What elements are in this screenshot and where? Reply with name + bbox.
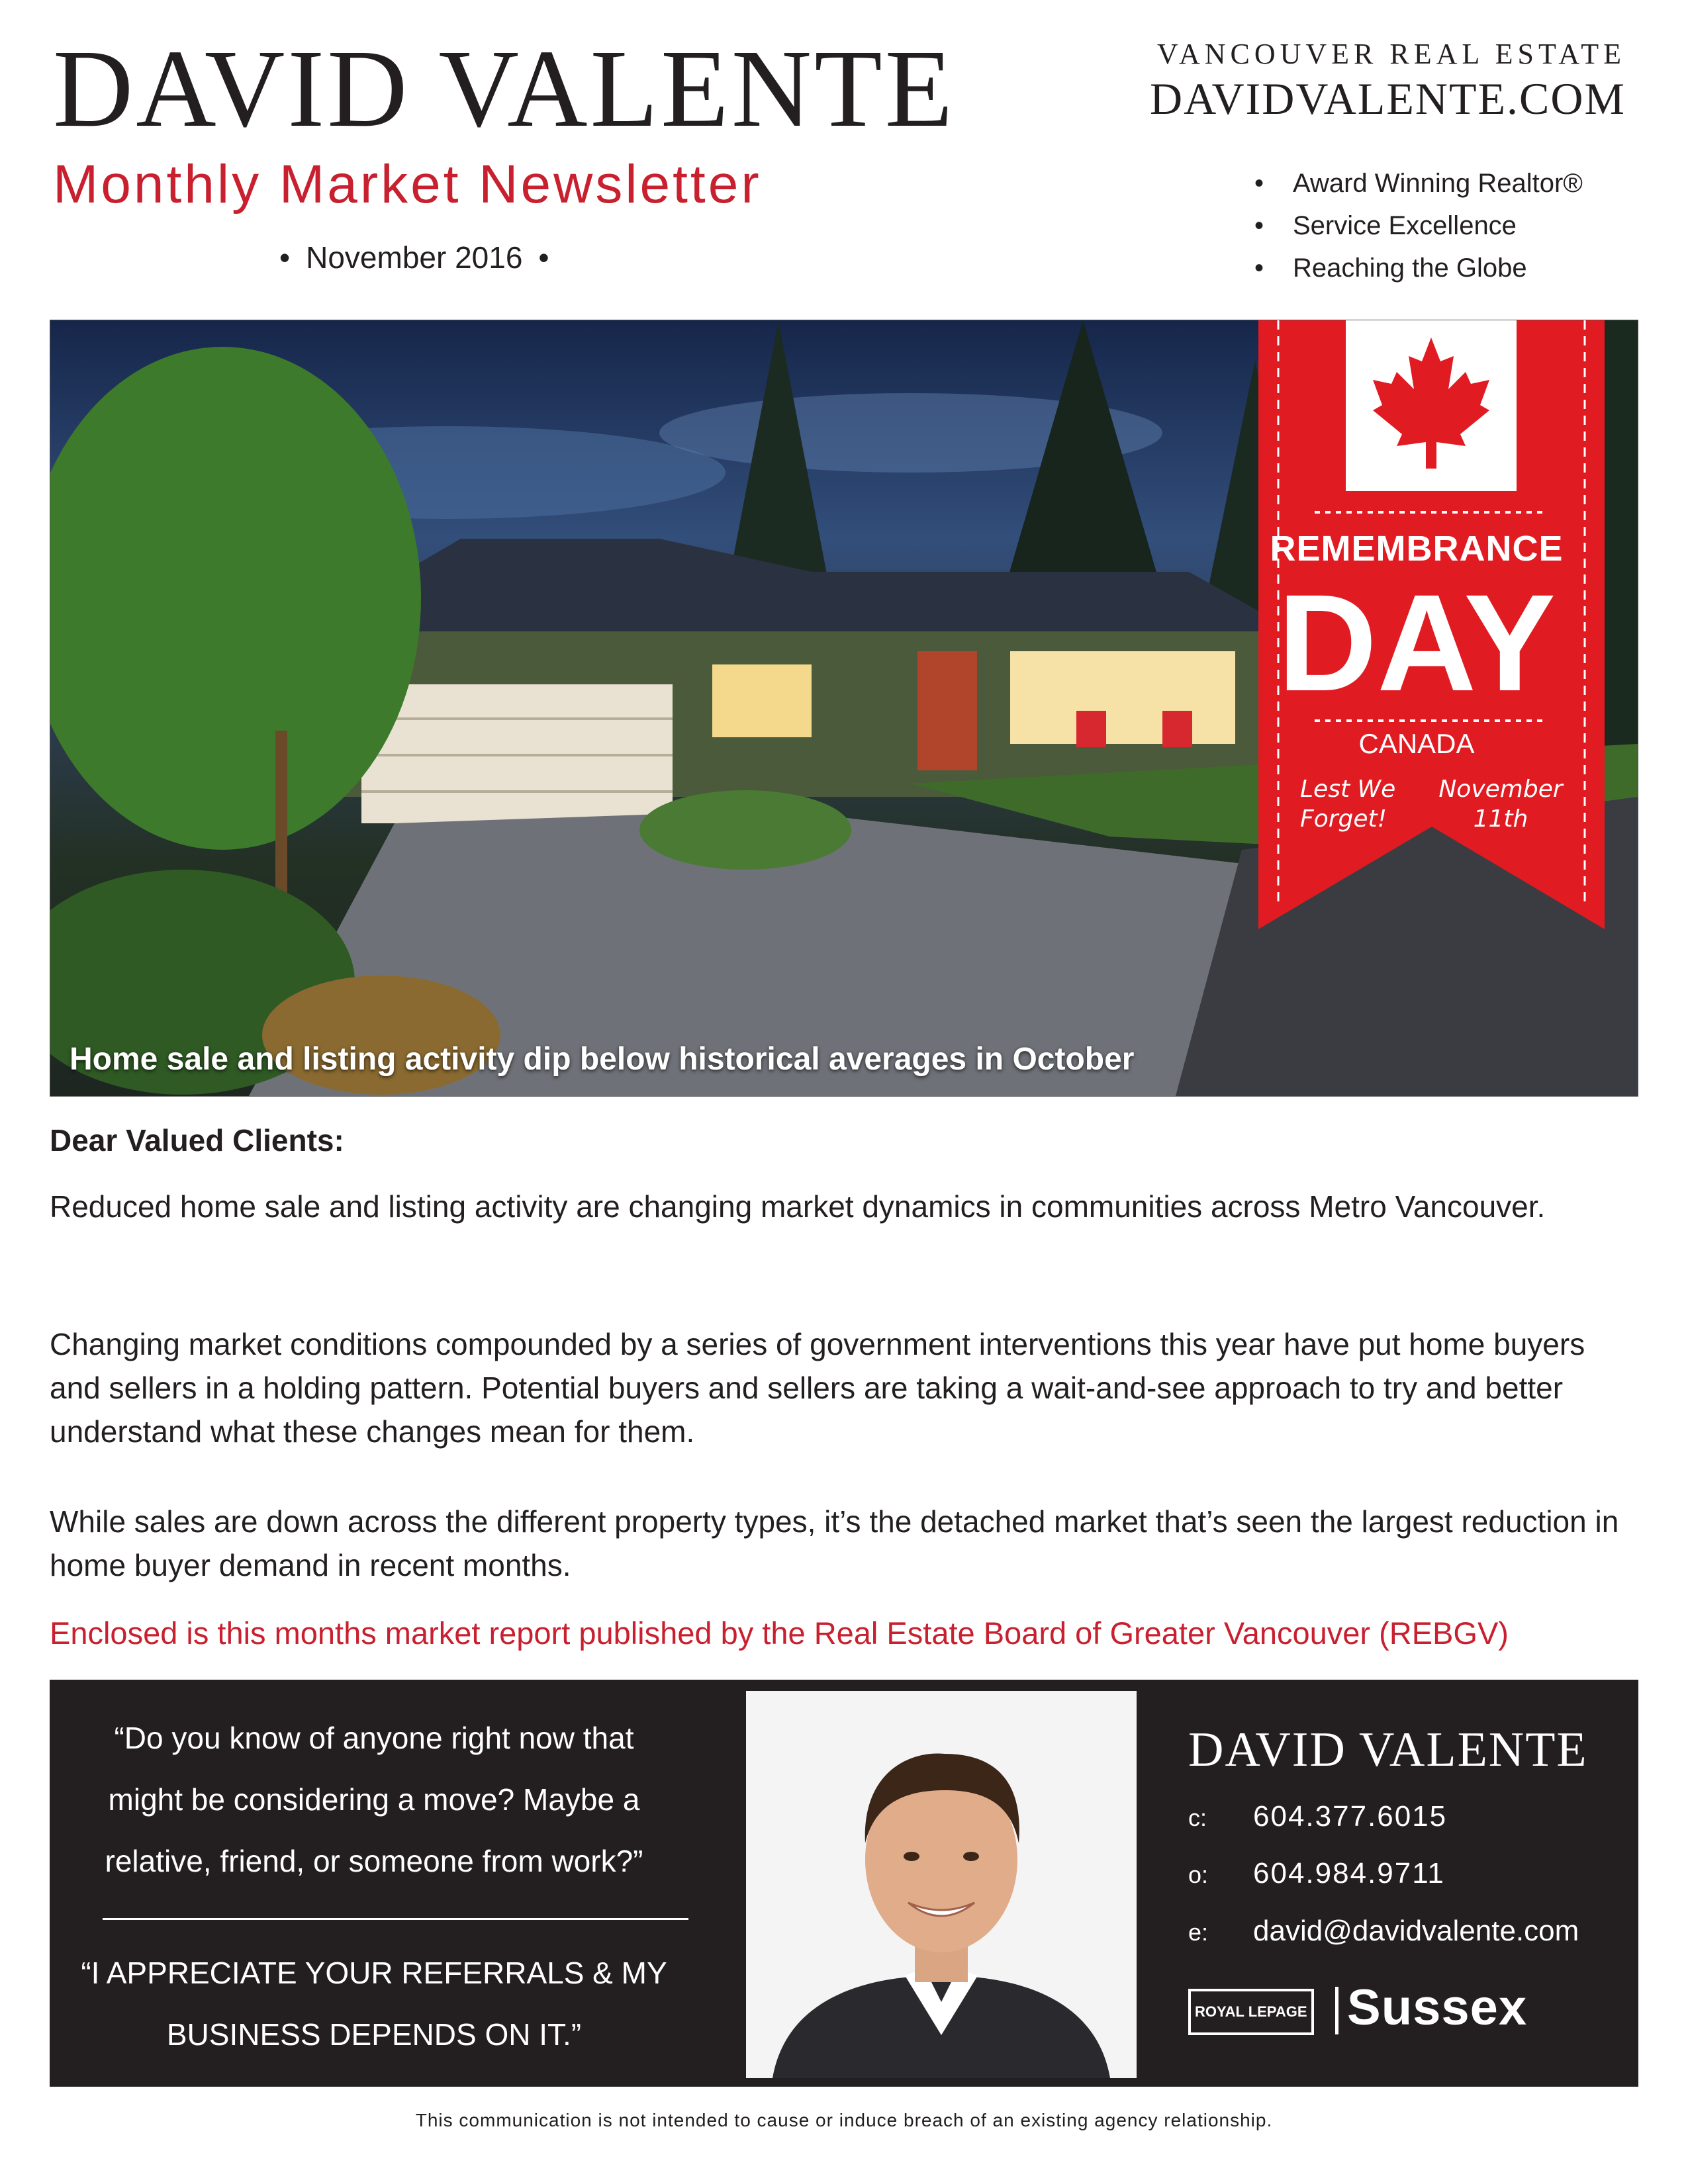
cell-phone[interactable]: 604.377.6015 — [1253, 1800, 1448, 1833]
highlight-item: • Award Winning Realtor® — [1254, 162, 1583, 205]
issue-date-text: November 2016 — [306, 240, 523, 275]
agent-name: DAVID VALENTE — [1188, 1723, 1588, 1777]
brand-name: DAVID VALENTE — [53, 27, 956, 150]
contact-label: o: — [1188, 1861, 1209, 1888]
divider — [103, 1918, 688, 1920]
highlight-item: • Reaching the Globe — [1254, 247, 1583, 289]
body-paragraph: Reduced home sale and listing activity are changing market dynamics in communities across Metro Vancouver. — [50, 1189, 1546, 1224]
contact-label: e: — [1188, 1919, 1209, 1946]
contact-office — [1188, 1857, 1445, 1890]
issue-date — [263, 240, 565, 275]
body-paragraph: While sales are down across the different property types, it’s the detached market that’s seen the largest reduction in home buyer demand in recent months. — [50, 1504, 1619, 1582]
contact-email — [1188, 1915, 1579, 1948]
office-phone[interactable]: 604.984.9711 — [1253, 1857, 1445, 1889]
logo-divider — [1335, 1987, 1338, 2034]
email-link[interactable]: david@davidvalente.com — [1253, 1915, 1579, 1947]
ribbon-title: REMEMBRANCE — [1270, 529, 1564, 569]
agent-photo — [746, 1691, 1137, 2078]
ribbon-day: DAY — [1277, 567, 1556, 720]
greeting: Dear Valued Clients: — [50, 1123, 344, 1158]
bullet-separator: • — [279, 240, 291, 275]
agent-portrait-icon — [746, 1691, 1137, 2078]
ribbon-country: CANADA — [1358, 728, 1475, 759]
highlights-list — [1254, 162, 1583, 289]
body-paragraph: Changing market conditions compounded by a series of government interventions this year have put home buyers and sellers in a holding pattern. Potential buyers and sellers are taking a wait-and-see approach to try and better understand what these changes mean for them. — [50, 1327, 1585, 1449]
hero-caption: Home sale and listing activity dip below historical averages in October — [70, 1042, 1135, 1077]
enclosed-note: Enclosed is this months market report published by the Real Estate Board of Greater Vancouver (REBGV) — [50, 1615, 1509, 1651]
brokerage-name: Sussex — [1347, 1979, 1528, 2036]
ribbon-motto: Lest We Forget! — [1300, 776, 1396, 833]
tagline: VANCOUVER REAL ESTATE — [1156, 38, 1626, 70]
ribbon-date: November 11th — [1438, 776, 1563, 833]
bullet-separator: • — [538, 240, 549, 275]
contact-label: c: — [1188, 1804, 1207, 1831]
contact-cell — [1188, 1800, 1447, 1833]
website-link[interactable]: DAVIDVALENTE.COM — [1150, 73, 1626, 124]
referral-question: “Do you know of anyone right now that might be considering a move? Maybe a relative, friend, or someone from work?” — [105, 1721, 643, 1878]
newsletter-title: Monthly Market Newsletter — [53, 154, 762, 214]
royal-lepage-logo: ROYAL LEPAGE — [1188, 1989, 1314, 2035]
referral-statement: “I APPRECIATE YOUR REFERRALS & MY BUSINESS DEPENDS ON IT.” — [81, 1956, 667, 2052]
disclaimer: This communication is not intended to cause or induce breach of an existing agency relationship. — [415, 2110, 1273, 2130]
highlight-item: • Service Excellence — [1254, 205, 1583, 247]
